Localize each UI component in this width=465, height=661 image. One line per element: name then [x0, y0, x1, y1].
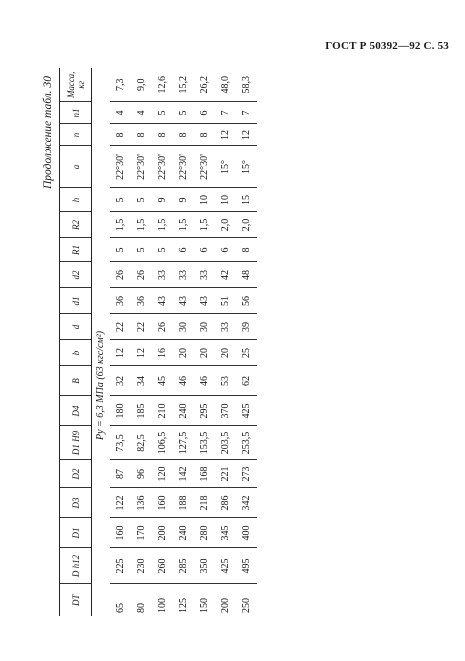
- col-h: h: [60, 188, 92, 212]
- col-n1: n1: [60, 102, 92, 124]
- col-d2: D2: [60, 460, 92, 488]
- col-r1: R1: [60, 238, 92, 262]
- cell: 350: [194, 548, 215, 584]
- cell: 22°30': [110, 146, 131, 188]
- col-d1: D1: [60, 518, 92, 548]
- cell: 22°30': [152, 146, 173, 188]
- cell: 12: [110, 340, 131, 366]
- cell: 185: [131, 396, 152, 426]
- cell: 51: [215, 288, 236, 314]
- cell: 495: [236, 548, 257, 584]
- cell: 6: [215, 238, 236, 262]
- cell: 26: [152, 314, 173, 340]
- cell: 15,2: [173, 68, 194, 102]
- cell: 30: [194, 314, 215, 340]
- col-d1-h9: D1 H9: [60, 426, 92, 460]
- col-a: a: [60, 146, 92, 188]
- col-dt: DT: [60, 584, 92, 616]
- cell: 43: [173, 288, 194, 314]
- cell: 39: [236, 314, 257, 340]
- cell: 22°30': [173, 146, 194, 188]
- col-n: n: [60, 124, 92, 146]
- cell: 12,6: [152, 68, 173, 102]
- cell: 203,5: [215, 426, 236, 460]
- cell: 10: [194, 188, 215, 212]
- cell: 20: [194, 340, 215, 366]
- col-r2: R2: [60, 212, 92, 238]
- cell: 240: [173, 396, 194, 426]
- cell: 218: [194, 488, 215, 518]
- col-d: d: [60, 314, 92, 340]
- cell: 122: [110, 488, 131, 518]
- cell: 342: [236, 488, 257, 518]
- cell: 425: [236, 396, 257, 426]
- cell: 160: [110, 518, 131, 548]
- cell: 15: [236, 188, 257, 212]
- cell: 273: [236, 460, 257, 488]
- cell: 73,5: [110, 426, 131, 460]
- cell: 5: [152, 102, 173, 124]
- cell: 45: [152, 366, 173, 396]
- cell: 125: [177, 598, 189, 613]
- pressure-title: Pу = 6,3 МПа (63 кгс/см²): [95, 330, 106, 440]
- col-d3: D3: [60, 488, 92, 518]
- cell: 48,0: [215, 68, 236, 102]
- cell: 6: [194, 238, 215, 262]
- cell: 46: [194, 366, 215, 396]
- cell: 8: [236, 238, 257, 262]
- cell: 1,5: [152, 212, 173, 238]
- cell: 46: [173, 366, 194, 396]
- cell: 225: [110, 548, 131, 584]
- cell: 136: [131, 488, 152, 518]
- cell: 56: [236, 288, 257, 314]
- cell: 33: [215, 314, 236, 340]
- cell: 106,5: [152, 426, 173, 460]
- cell: 25: [236, 340, 257, 366]
- cell: 5: [131, 238, 152, 262]
- cell: 221: [215, 460, 236, 488]
- cell: 1,5: [173, 212, 194, 238]
- cell: 345: [215, 518, 236, 548]
- cell: 22°30': [194, 146, 215, 188]
- cell: 168: [194, 460, 215, 488]
- cell: 8: [110, 124, 131, 146]
- cell: 42: [215, 262, 236, 288]
- cell: 12: [215, 124, 236, 146]
- cell: 170: [131, 518, 152, 548]
- cell: 22: [131, 314, 152, 340]
- header-row: [60, 68, 92, 616]
- pressure-row: [92, 68, 111, 616]
- col-b-upper: B: [60, 366, 92, 396]
- cell: 43: [152, 288, 173, 314]
- cell: 120: [152, 460, 173, 488]
- cell: 33: [194, 262, 215, 288]
- cell: 230: [131, 548, 152, 584]
- cell: 58,3: [236, 68, 257, 102]
- cell: 65: [114, 603, 126, 613]
- cell: 62: [236, 366, 257, 396]
- cell: 5: [131, 188, 152, 212]
- cell: 400: [236, 518, 257, 548]
- cell: 10: [215, 188, 236, 212]
- cell: 2,0: [215, 212, 236, 238]
- cell: 26,2: [194, 68, 215, 102]
- cell: 96: [131, 460, 152, 488]
- cell: 15°: [236, 146, 257, 188]
- cell: 26: [110, 262, 131, 288]
- cell: 200: [219, 598, 231, 613]
- page-header: ГОСТ Р 50392—92 С. 53: [325, 40, 449, 52]
- table-row: [152, 68, 173, 616]
- cell: 6: [173, 238, 194, 262]
- cell: 34: [131, 366, 152, 396]
- table-row: [173, 68, 194, 616]
- cell: 200: [152, 518, 173, 548]
- cell: 43: [194, 288, 215, 314]
- cell: 32: [110, 366, 131, 396]
- cell: 8: [152, 124, 173, 146]
- cell: 5: [152, 238, 173, 262]
- cell: 250: [240, 598, 252, 613]
- cell: 153,5: [194, 426, 215, 460]
- cell: 286: [215, 488, 236, 518]
- col-mass: Масса, кг: [60, 68, 92, 102]
- cell: 12: [131, 340, 152, 366]
- cell: 280: [194, 518, 215, 548]
- cell: 6: [194, 102, 215, 124]
- cell: 150: [198, 598, 210, 613]
- cell: 87: [110, 460, 131, 488]
- cell: 36: [110, 288, 131, 314]
- cell: 253,5: [236, 426, 257, 460]
- cell: 16: [152, 340, 173, 366]
- cell: 5: [110, 188, 131, 212]
- cell: 9,0: [131, 68, 152, 102]
- cell: 1,5: [131, 212, 152, 238]
- col-d4: D4: [60, 396, 92, 426]
- cell: 370: [215, 396, 236, 426]
- col-b-lower: b: [60, 340, 92, 366]
- cell: 240: [173, 518, 194, 548]
- cell: 33: [173, 262, 194, 288]
- table-row: [131, 68, 152, 616]
- cell: 7: [236, 102, 257, 124]
- cell: 1,5: [110, 212, 131, 238]
- cell: 4: [110, 102, 131, 124]
- table-caption: Продолжение табл. 30: [42, 76, 54, 189]
- cell: 188: [173, 488, 194, 518]
- cell: 8: [131, 124, 152, 146]
- cell: 5: [173, 102, 194, 124]
- cell: 26: [131, 262, 152, 288]
- dimensions-table: [59, 68, 257, 616]
- cell: 30: [173, 314, 194, 340]
- cell: 180: [110, 396, 131, 426]
- cell: 15°: [215, 146, 236, 188]
- table-row: [110, 68, 131, 616]
- table-row: [215, 68, 236, 616]
- cell: 260: [152, 548, 173, 584]
- cell: 4: [131, 102, 152, 124]
- cell: 425: [215, 548, 236, 584]
- cell: 20: [173, 340, 194, 366]
- cell: 210: [152, 396, 173, 426]
- cell: 12: [236, 124, 257, 146]
- cell: 5: [110, 238, 131, 262]
- cell: 7,3: [110, 68, 131, 102]
- cell: 82,5: [131, 426, 152, 460]
- cell: 160: [152, 488, 173, 518]
- col-d1-small: d1: [60, 288, 92, 314]
- cell: 53: [215, 366, 236, 396]
- cell: 48: [236, 262, 257, 288]
- cell: 9: [173, 188, 194, 212]
- cell: 100: [156, 598, 168, 613]
- cell: 80: [135, 603, 147, 613]
- cell: 127,5: [173, 426, 194, 460]
- cell: 295: [194, 396, 215, 426]
- cell: 20: [215, 340, 236, 366]
- cell: 22: [110, 314, 131, 340]
- cell: 8: [194, 124, 215, 146]
- cell: 8: [173, 124, 194, 146]
- cell: 1,5: [194, 212, 215, 238]
- table-row: [236, 68, 257, 616]
- cell: 7: [215, 102, 236, 124]
- cell: 9: [152, 188, 173, 212]
- table-row: [194, 68, 215, 616]
- cell: 22°30': [131, 146, 152, 188]
- col-d2-small: d2: [60, 262, 92, 288]
- cell: 142: [173, 460, 194, 488]
- col-d-h12: D h12: [60, 548, 92, 584]
- cell: 2,0: [236, 212, 257, 238]
- cell: 33: [152, 262, 173, 288]
- cell: 285: [173, 548, 194, 584]
- cell: 36: [131, 288, 152, 314]
- rotated-table-block: [42, 68, 419, 616]
